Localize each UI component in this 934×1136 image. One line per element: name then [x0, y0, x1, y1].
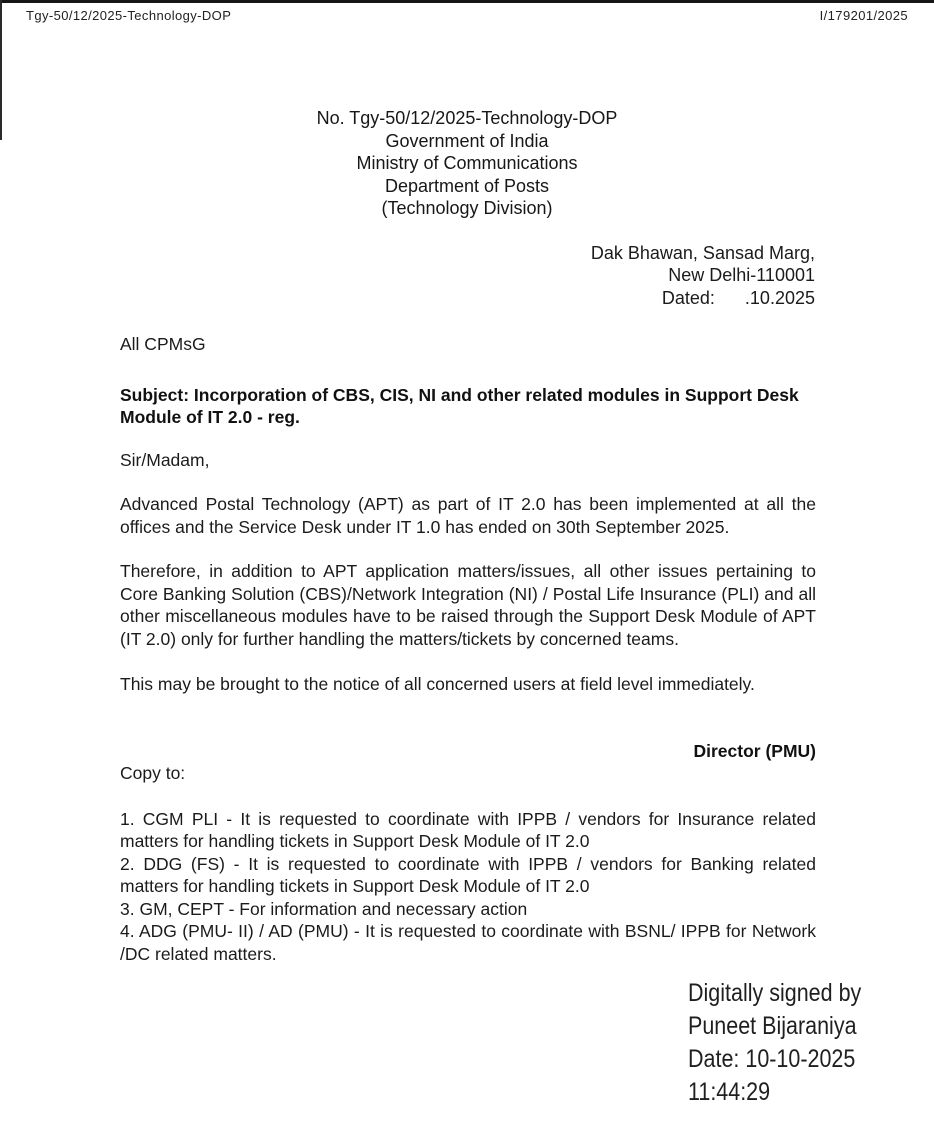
- digital-signature-date: Date: 10-10-2025: [688, 1045, 856, 1073]
- eoffice-id-right: I/179201/2025: [819, 8, 908, 23]
- copy-to-item-1: 1. CGM PLI - It is requested to coordinate with IPPB / vendors for Insurance related matters for handling tickets in Support Desk Module of IT 2.0: [120, 808, 816, 851]
- digital-signature-line-1: Digitally signed by: [688, 979, 862, 1007]
- copy-to-list: [120, 808, 816, 966]
- file-number-left: Tgy-50/12/2025-Technology-DOP: [26, 8, 232, 23]
- dated-label: Dated:: [661, 287, 715, 308]
- salutation: Sir/Madam,: [120, 449, 210, 470]
- dated-line: [0, 287, 815, 310]
- letter-body: [120, 333, 816, 965]
- copy-to-label: Copy to:: [120, 763, 186, 783]
- paragraph-1: Advanced Postal Technology (APT) as part of IT 2.0 has been implemented at all the offices and the Service Desk under IT 1.0 has ended on 30th September 2025.: [120, 494, 816, 537]
- digital-signature-block: [688, 977, 934, 1109]
- file-reference-header: [0, 0, 934, 23]
- address-line-1: Dak Bhawan, Sansad Marg,: [590, 242, 815, 263]
- address-line-2: New Delhi-110001: [668, 265, 815, 285]
- address-block: [0, 242, 815, 310]
- letter-file-number: No. Tgy-50/12/2025-Technology-DOP: [316, 108, 618, 128]
- paragraph-2: Therefore, in addition to APT application matters/issues, all other issues pertaining to Core Banking Solution (CBS)/Network Integration (NI) / Postal Life Insurance (PLI) and all other miscellaneous modules have to be raised through the Support Desk Module of APT (IT 2.0) only for further handling the matters/tickets by concerned teams.: [120, 561, 816, 649]
- scan-top-edge: [0, 0, 934, 3]
- letterhead: [0, 107, 934, 220]
- dated-value: .10.2025: [744, 287, 815, 308]
- paragraph-3: This may be brought to the notice of all concerned users at field level immediately.: [120, 674, 755, 694]
- digital-signature-name: Puneet Bijaraniya: [688, 1012, 857, 1040]
- copy-to-item-4: 4. ADG (PMU- II) / AD (PMU) - It is requested to coordinate with BSNL/ IPPB for Network /DC related matters.: [120, 921, 816, 964]
- ministry-line: Ministry of Communications: [356, 153, 578, 173]
- recipient: All CPMsG: [120, 334, 206, 354]
- scan-left-edge: [0, 0, 2, 140]
- signatory-title: Director (PMU): [693, 740, 816, 761]
- government-line: Government of India: [385, 130, 549, 151]
- department-line: Department of Posts: [384, 175, 550, 196]
- division-line: (Technology Division): [381, 198, 553, 218]
- subject-line: Subject: Incorporation of CBS, CIS, NI and other related modules in Support Desk Module of IT 2.0 - reg.: [120, 384, 799, 427]
- copy-to-item-2: 2. DDG (FS) - It is requested to coordinate with IPPB / vendors for Banking related matters for handling tickets in Support Desk Module of IT 2.0: [120, 853, 816, 896]
- copy-to-item-3: 3. GM, CEPT - For information and necessary action: [120, 898, 528, 919]
- digital-signature-time: 11:44:29: [688, 1078, 771, 1106]
